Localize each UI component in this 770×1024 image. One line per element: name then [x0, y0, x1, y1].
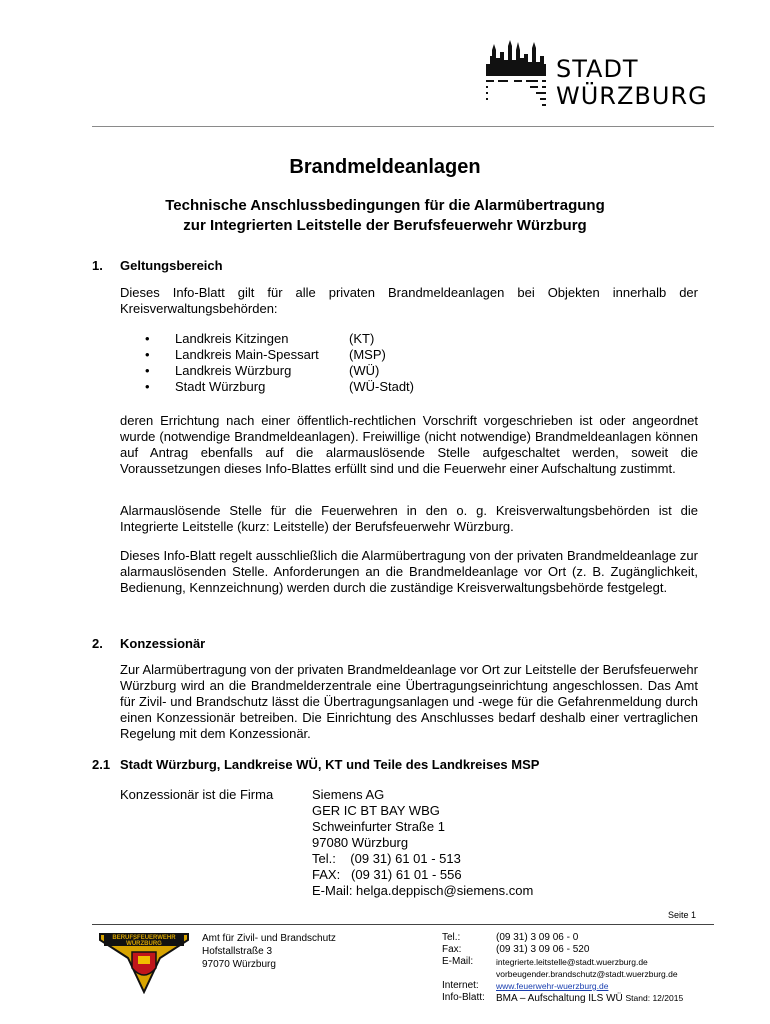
section-1-intro: Dieses Info-Blatt gilt für alle privaten Brandmeldeanlagen bei Objekten innerhalb der Kreisverwaltungsbehörden:	[120, 285, 698, 316]
document-subtitle	[0, 196, 770, 236]
document-title: Brandmeldeanlagen	[289, 156, 481, 178]
skyline-icon	[486, 36, 546, 108]
footer-info-label: Info-Blatt:	[442, 992, 485, 1003]
footer-info	[496, 992, 683, 1005]
company-city: 97080 Würzburg	[312, 835, 409, 850]
district-name: Landkreis Würzburg	[175, 363, 292, 378]
section-number: 1.	[92, 258, 103, 273]
concessionaire-address	[312, 787, 533, 899]
footer-stand: Stand: 12/2015	[625, 993, 684, 1003]
section-number: 2.1	[92, 757, 111, 772]
district-abbr: (MSP)	[349, 347, 386, 362]
bullet-icon: •	[145, 363, 150, 378]
concessionaire-label: Konzessionär ist die Firma	[120, 787, 274, 802]
footer-org: Amt für Zivil- und Brandschutz	[202, 933, 336, 944]
district-abbr: (WÜ)	[349, 363, 380, 378]
logo-wordmark	[556, 56, 708, 110]
header-divider	[92, 126, 714, 127]
company-department: GER IC BT BAY WBG	[312, 803, 440, 818]
footer-address	[202, 932, 336, 971]
fire-department-badge-icon	[98, 928, 190, 994]
company-phone: Tel.: (09 31) 61 01 - 513	[312, 851, 461, 866]
footer-website-link[interactable]: www.feuerwehr-wuerzburg.de	[496, 981, 609, 991]
footer-info-text: BMA – Aufschaltung ILS WÜ	[496, 993, 623, 1004]
footer-street: Hofstallstraße 3	[202, 946, 273, 957]
footer-fax: (09 31) 3 09 06 - 520	[496, 944, 590, 955]
company-street: Schweinfurter Straße 1	[312, 819, 445, 834]
footer-fax-label: Fax:	[442, 944, 462, 955]
company-name: Siemens AG	[312, 787, 385, 802]
district-name: Landkreis Kitzingen	[175, 331, 289, 346]
section-2-paragraph: Zur Alarmübertragung von der privaten Brandmeldeanlage vor Ort zur Leitstelle der Berufsfeuerwehr Würzburg wird an die Brandmelderzentrale eine Übertragungseinrichtung angeschlossen. Das Amt für Zivil- und Brandschutz lässt die Übertragungsanlagen und -wege für die Gefahrenmeldung durch einen Konzessionär betreiben. Die Einrichtung des Anschlusses bedarf deshalb einer vertraglichen Regelung mit dem Konzessionär.	[120, 662, 698, 741]
section-1-paragraph-4: Dieses Info-Blatt regelt ausschließlich die Alarmübertragung von der privaten Brandmeldeanlage zur alarmauslösenden Stelle. Anforderungen an die Brandmeldeanlage vor Ort (z. B. Zugänglichkeit, Bedienung, Kennzeichnung) werden durch die zuständige Kreisverwaltungsbehörde festgelegt.	[120, 548, 698, 595]
logo-line-wuerzburg: WÜRZBURG	[556, 82, 708, 110]
section-number: 2.	[92, 636, 103, 651]
footer-internet-label: Internet:	[442, 980, 479, 991]
district-name: Stadt Würzburg	[175, 379, 266, 394]
footer-email-1[interactable]: integrierte.leitstelle@stadt.wuerzburg.de	[496, 957, 648, 967]
district-name: Landkreis Main-Spessart	[175, 347, 319, 362]
section-1-paragraph-3: Alarmauslösende Stelle für die Feuerwehren in den o. g. Kreisverwaltungsbehörden ist die Integrierte Leitstelle (kurz: Leitstelle) der Berufsfeuerwehr Würzburg.	[120, 503, 698, 534]
badge-text-bottom: WÜRZBURG	[126, 941, 162, 947]
section-title: Konzessionär	[120, 636, 206, 651]
section-title: Geltungsbereich	[120, 258, 223, 273]
bullet-icon: •	[145, 379, 150, 394]
company-email: E-Mail: helga.deppisch@siemens.com	[312, 883, 534, 898]
page-number: Seite 1	[668, 910, 697, 920]
footer-email-label: E-Mail:	[442, 956, 474, 967]
footer-phone-label: Tel.:	[442, 932, 461, 943]
footer-email-2[interactable]: vorbeugender.brandschutz@stadt.wuerzburg.de	[496, 969, 678, 979]
company-fax: FAX: (09 31) 61 01 - 556	[312, 867, 462, 882]
subtitle-line-1: Technische Anschlussbedingungen für die Alarmübertragung	[165, 197, 605, 214]
footer-divider	[92, 924, 714, 925]
subtitle-line-2: zur Integrierten Leitstelle der Berufsfeuerwehr Würzburg	[183, 217, 587, 234]
logo-line-stadt: STADT	[556, 55, 639, 83]
footer-phone: (09 31) 3 09 06 - 0	[496, 932, 579, 943]
footer-city: 97070 Würzburg	[202, 959, 276, 970]
district-abbr: (KT)	[349, 331, 375, 346]
city-logo	[486, 36, 726, 108]
bullet-icon: •	[145, 331, 150, 346]
section-title: Stadt Würzburg, Landkreise WÜ, KT und Teile des Landkreises MSP	[120, 757, 540, 772]
bullet-icon: •	[145, 347, 150, 362]
section-1-paragraph-2: deren Errichtung nach einer öffentlich-rechtlichen Vorschrift vorgeschrieben ist oder angeordnet wurde (notwendige Brandmeldeanlagen). Freiwillige (nicht notwendige) Brandmeldeanlagen können auf Antrag ebenfalls auf die alarmauslösende Stelle aufgeschaltet werden, soweit die Voraussetzungen dieses Info-Blattes erfüllt sind und die Feuerwehr einer Aufschaltung zustimmt.	[120, 413, 698, 476]
badge-text-top: BERUFSFEUERWEHR	[112, 935, 176, 941]
district-abbr: (WÜ-Stadt)	[349, 379, 414, 394]
